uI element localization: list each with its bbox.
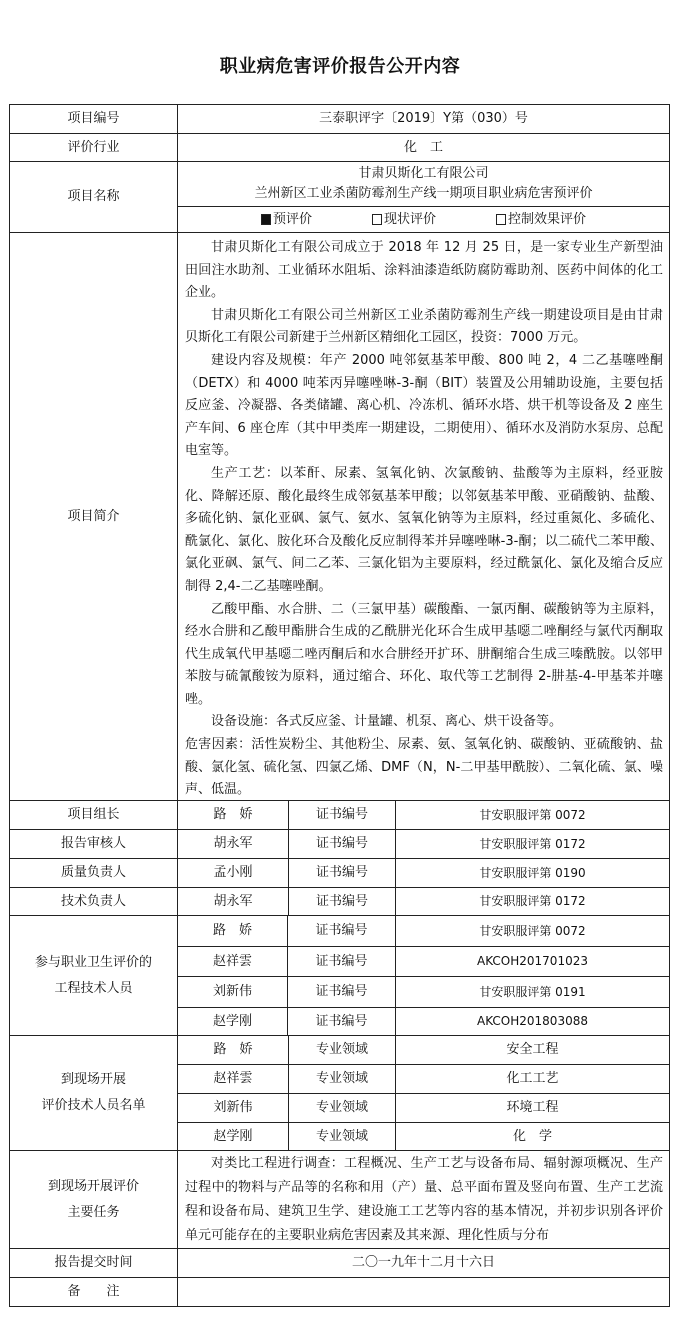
onsite-name — [177, 1093, 289, 1123]
onsite-name-text: 赵祥雲 — [213, 1071, 253, 1087]
role-cert-text: 甘安职服评第 0072 — [479, 807, 586, 822]
onsite-name-text: 路 娇 — [213, 1042, 253, 1058]
field-label-text: 专业领域 — [315, 1128, 368, 1144]
cert-label — [288, 887, 396, 916]
role-name — [177, 858, 289, 888]
participant-cert — [395, 915, 670, 947]
onsite-field-text: 化工工艺 — [506, 1071, 559, 1087]
cert-label-text: 证书编号 — [315, 865, 368, 881]
tasks-label-line2: 主要任务 — [67, 1204, 120, 1220]
participant-name-text: 路 娇 — [212, 923, 252, 939]
role-cert-text: 甘安职服评第 0190 — [479, 865, 586, 880]
tasks-text: 对类比工程进行调查：工程概况、生产工艺与设备布局、辐射源项概况、生产过程中的物料与产品等的名称和用（产）量、总平面布置及竖向布置、生产工艺流程和设备布局、建筑卫生学、建设施工工艺等内容的基本情况，并初步识别各评价单元可能存在的主要职业病危害因素及其来源、理化性质与分布 — [185, 1156, 663, 1243]
participant-cert — [395, 1007, 670, 1036]
role-label — [9, 829, 178, 859]
intro-paragraph: 建设内容及规模：年产 2000 吨邻氨基苯甲酸、800 吨 2，4 二乙基噻唑酮（DETX）和 4000 吨苯丙异噻唑啉-3-酮（BIT）装置及公用辅助设施，主要包括反应釜、冷凝器、各类储罐、离心机、冷冻机、循环水塔、烘干机等设备及 2 座生产车间、6 座仓库（其中甲类库一期建设，二期使用）、循环水及消防水泵房、总配电室等。 — [185, 352, 663, 459]
onsite-field — [395, 1122, 670, 1151]
checkbox-unchecked-icon[interactable] — [372, 214, 382, 225]
evaluation-type-control-label: 控制效果评价 — [508, 211, 587, 227]
intro-label-text: 项目简介 — [67, 508, 120, 524]
cert-label — [288, 858, 396, 888]
role-label-text: 技术负责人 — [60, 893, 126, 909]
role-label — [9, 887, 178, 916]
role-cert — [395, 800, 670, 830]
field-label — [288, 1122, 396, 1151]
onsite-name — [177, 1122, 289, 1151]
participants-label-line2: 工程技术人员 — [54, 980, 133, 996]
participant-name — [177, 976, 288, 1008]
intro-paragraph: 乙酸甲酯、水合肼、二（三氯甲基）碳酸酯、一氯丙酮、碳酸钠等为主原料，经水合肼和乙酸甲酯肼合生成的乙酰肼光化环合生成甲基噁二唑酮经与氯代丙酮取代生成氧代甲基噁二唑丙酮后和水合肼经开扩环、肼酮缩合生成三嗪酰胺。以邻甲苯胺与硫氰酸铵为原料，通过缩合、环化、取代等工艺制得 2-肼基-4-甲基苯并噻唑。 — [185, 601, 663, 707]
project-no-value-text: 三泰职评字〔2019〕Y第（030）号 — [319, 111, 528, 127]
tasks-label — [9, 1150, 178, 1249]
tasks-label-line1: 到现场开展评价 — [47, 1178, 139, 1194]
participant-name — [177, 1007, 288, 1036]
field-label-text: 专业领域 — [315, 1071, 368, 1087]
cert-label-text: 证书编号 — [315, 807, 368, 823]
role-cert — [395, 887, 670, 916]
participant-cert-text: AKCOH201803088 — [477, 1014, 588, 1029]
industry-value-text: 化 工 — [403, 139, 443, 155]
role-name-text: 胡永军 — [213, 836, 253, 852]
role-cert-text: 甘安职服评第 0172 — [479, 894, 586, 909]
evaluation-type-pre-label: 预评价 — [272, 211, 312, 227]
industry-label — [9, 133, 178, 162]
project-no-value — [177, 104, 670, 134]
project-name-label-text: 项目名称 — [67, 189, 120, 205]
project-no-label — [9, 104, 178, 134]
participants-label-line1: 参与职业卫生评价的 — [34, 954, 152, 970]
industry-label-text: 评价行业 — [67, 139, 120, 155]
remarks-value — [177, 1277, 670, 1307]
evaluation-type-current[interactable] — [372, 211, 436, 229]
onsite-field — [395, 1064, 670, 1094]
intro-content — [177, 232, 670, 801]
submit-label — [9, 1248, 178, 1278]
role-label-text: 质量负责人 — [60, 865, 126, 881]
checkbox-checked-icon[interactable] — [261, 214, 271, 225]
field-label — [288, 1035, 396, 1065]
participants-label — [9, 915, 178, 1036]
onsite-field — [395, 1093, 670, 1123]
onsite-label-line1: 到现场开展 — [60, 1072, 126, 1087]
role-name — [177, 887, 289, 916]
intro-paragraph: 设备设施：各式反应釜、计量罐、机泵、离心、烘干设备等。 — [211, 714, 563, 730]
project-name-value — [177, 161, 670, 207]
role-label-text: 项目组长 — [67, 807, 120, 823]
submit-value-text: 二〇一九年十二月十六日 — [351, 1255, 495, 1271]
industry-value — [177, 133, 670, 162]
onsite-field-text: 化 学 — [512, 1128, 552, 1144]
field-label-text: 专业领域 — [315, 1042, 368, 1058]
role-name-text: 胡永军 — [213, 893, 253, 909]
onsite-label — [9, 1035, 178, 1151]
participant-name — [177, 946, 288, 977]
cert-label-text: 证书编号 — [315, 1013, 368, 1029]
remarks-label-text: 备 注 — [67, 1284, 120, 1300]
evaluation-type-row — [177, 206, 670, 233]
intro-paragraph: 生产工艺：以苯酐、尿素、氢氧化钠、次氯酸钠、盐酸等为主原料，经亚胺化、降解还原、酸化最终生成邻氨基苯甲酸；以邻氨基苯甲酸、亚硝酸钠、盐酸、多硫化钠、氯化亚砜、氯气、氨水、氢氧化钠等为主原料，经过重氮化、多硫化、酰氯化、氯化、胺化环合及酸化反应制得苯并异噻唑啉-3-酮；以二硫代二苯甲酸、氯化亚砜、氯气、间二乙苯、三氯化铝为主要原料，经过酰氯化、氯化及缩合反应制得 2,4-二乙基噻唑酮。 — [185, 465, 663, 594]
cert-label — [287, 946, 396, 977]
cert-label-text: 证书编号 — [315, 923, 368, 939]
tasks-content — [177, 1150, 670, 1249]
intro-paragraph-hazards: 危害因素：活性炭粉尘、其他粉尘、尿素、氨、氢氧化钠、碳酸钠、亚硫酸钠、盐酸、氯化氢、硫化氢、四氯乙烯、DMF（N，N-二甲基甲酰胺）、二氧化硫、氯、噪声、低温。 — [185, 737, 663, 798]
onsite-name — [177, 1035, 289, 1065]
intro-paragraph: 甘肃贝斯化工有限公司兰州新区工业杀菌防霉剂生产线一期建设项目是由甘肃贝斯化工有限公司新建于兰州新区精细化工园区，投资：7000 万元。 — [185, 307, 663, 346]
participant-cert-text: AKCOH201701023 — [477, 954, 588, 969]
cert-label — [288, 829, 396, 859]
remarks-label — [9, 1277, 178, 1307]
role-cert — [395, 858, 670, 888]
role-label-text: 报告审核人 — [60, 836, 126, 852]
role-name-text: 路 娇 — [213, 807, 253, 823]
cert-label — [288, 800, 396, 830]
onsite-name — [177, 1064, 289, 1094]
onsite-name-text: 刘新伟 — [213, 1100, 253, 1116]
onsite-field — [395, 1035, 670, 1065]
cert-label — [287, 915, 396, 947]
evaluation-type-pre[interactable] — [261, 211, 312, 229]
onsite-field-text: 安全工程 — [506, 1042, 559, 1058]
cert-label — [287, 1007, 396, 1036]
role-label — [9, 858, 178, 888]
submit-label-text: 报告提交时间 — [54, 1255, 133, 1271]
role-name-text: 孟小刚 — [213, 865, 253, 881]
participant-cert-text: 甘安职服评第 0191 — [479, 984, 586, 999]
cert-label-text: 证书编号 — [315, 953, 368, 969]
cert-label-text: 证书编号 — [315, 836, 368, 852]
company-name: 甘肃贝斯化工有限公司 — [358, 166, 489, 181]
onsite-label-line2: 评价技术人员名单 — [41, 1098, 146, 1113]
role-label — [9, 800, 178, 830]
participant-name — [177, 915, 288, 947]
project-full-name: 兰州新区工业杀菌防霉剂生产线一期项目职业病危害预评价 — [254, 186, 593, 201]
participant-name-text: 刘新伟 — [212, 984, 252, 1000]
role-cert — [395, 829, 670, 859]
field-label-text: 专业领域 — [315, 1100, 368, 1116]
participant-cert-text: 甘安职服评第 0072 — [479, 923, 586, 938]
participant-name-text: 赵学刚 — [212, 1013, 252, 1029]
cert-label-text: 证书编号 — [315, 893, 368, 909]
submit-value — [177, 1248, 670, 1278]
onsite-name-text: 赵学刚 — [213, 1128, 253, 1144]
role-cert-text: 甘安职服评第 0172 — [479, 836, 586, 851]
field-label — [288, 1093, 396, 1123]
field-label — [288, 1064, 396, 1094]
project-no-label-text: 项目编号 — [67, 111, 120, 127]
page-title: 职业病危害评价报告公开内容 — [219, 56, 461, 77]
participant-name-text: 赵祥雲 — [212, 953, 252, 969]
evaluation-type-control[interactable] — [496, 211, 586, 229]
intro-label — [9, 232, 178, 801]
role-name — [177, 829, 289, 859]
cert-label-text: 证书编号 — [315, 984, 368, 1000]
evaluation-type-current-label: 现状评价 — [383, 211, 436, 227]
participant-cert — [395, 946, 670, 977]
participant-cert — [395, 976, 670, 1008]
onsite-field-text: 环境工程 — [506, 1100, 559, 1116]
checkbox-unchecked-icon[interactable] — [496, 214, 506, 225]
project-name-label — [9, 161, 178, 233]
evaluation-type-options — [261, 211, 586, 229]
intro-paragraph: 甘肃贝斯化工有限公司成立于 2018 年 12 月 25 日，是一家专业生产新型油田回注水助剂、工业循环水阻垢、涂料油漆造纸防腐防霉助剂、医药中间体的化工企业。 — [185, 240, 663, 301]
role-name — [177, 800, 289, 830]
cert-label — [287, 976, 396, 1008]
